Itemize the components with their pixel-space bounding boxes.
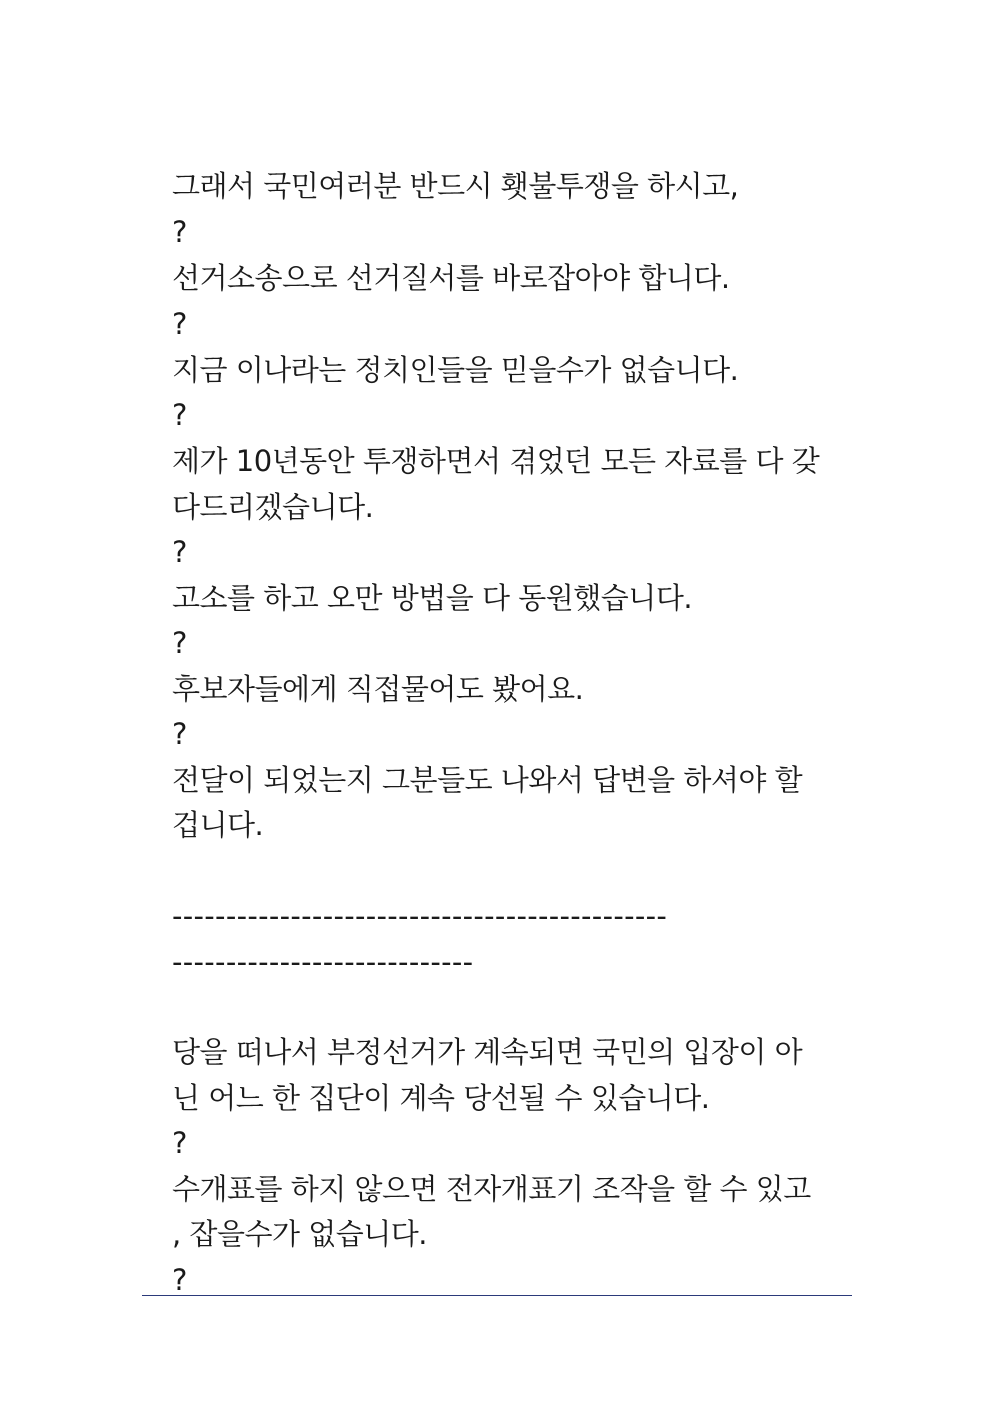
text-line: 겁니다. [172,808,264,842]
text-line: 지금 이나라는 정치인들을 믿을수가 없습니다. [172,353,739,387]
text-line: ? [172,398,187,432]
text-line: 닌 어느 한 집단이 계속 당선될 수 있습니다. [172,1081,710,1115]
text-line: ? [172,1263,187,1297]
footer-rule [142,1295,852,1296]
text-line: ? [172,535,187,569]
text-line: 당을 떠나서 부정선거가 계속되면 국민의 입장이 아 [172,1035,803,1069]
text-line: 제가 10년동안 투쟁하면서 겪었던 모든 자료를 다 갖 [172,444,820,478]
text-line: 그래서 국민여러분 반드시 횃불투쟁을 하시고, [172,169,739,203]
text-line: 고소를 하고 오만 방법을 다 동원했습니다. [172,581,693,615]
text-line: 전달이 되었는지 그분들도 나와서 답변을 하셔야 할 [172,763,803,797]
text-line: ? [172,215,187,249]
text-line: ? [172,717,187,751]
text-line: ? [172,626,187,660]
text-line: 후보자들에게 직접물어도 봤어요. [172,672,584,706]
text-line: 수개표를 하지 않으면 전자개표기 조작을 할 수 있고 [172,1172,811,1206]
text-line: 선거소송으로 선거질서를 바로잡아야 합니다. [172,261,730,295]
dashed-separator: ---------------------------- [172,945,474,979]
dashed-separator: ---------------------------------------------- [172,899,668,933]
text-line: ? [172,1126,187,1160]
text-line: 다드리겠습니다. [172,490,374,524]
text-line: ? [172,307,187,341]
text-line: , 잡을수가 없습니다. [172,1217,427,1251]
